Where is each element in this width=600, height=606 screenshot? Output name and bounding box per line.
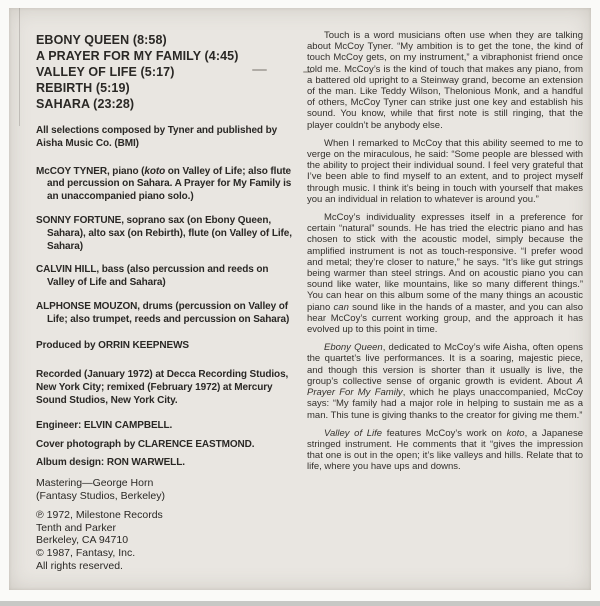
credits-column (36, 32, 294, 572)
engineer-credit: Engineer: ELVIN CAMPBELL. (36, 419, 173, 431)
track-item: A PRAYER FOR MY FAMILY (4:45) (36, 49, 239, 63)
rights-reserved-line: All rights reserved. (36, 559, 123, 572)
copyright-line: © 1987, Fantasy, Inc. (36, 546, 136, 559)
phonogram-line: ℗ 1972, Milestone Records (36, 509, 163, 522)
produced-by-line: Produced by ORRIN KEEPNEWS (36, 339, 189, 351)
personnel-entry: CALVIN HILL, bass (also percussion and reeds on Valley of Life and Sahara) (36, 264, 269, 289)
recording-note: Recorded (January 1972) at Decca Recording Studios, New York City; remixed (February 1972) at Mercury Sound Studios, New York City. (36, 369, 289, 406)
personnel-entry: McCOY TYNER, piano (koto on Valley of Life; also flute and percussion on Sahara. A Prayer for My Family is an unaccompanied piano solo.) (36, 165, 292, 203)
composer-note: All selections composed by Tyner and published by Aisha Music Co. (BMI) (36, 125, 278, 149)
track-item: SAHARA (23:28) (36, 97, 135, 111)
liner-notes-column (307, 30, 583, 480)
label-copyright-block (36, 509, 294, 572)
personnel-entry: ALPHONSE MOUZON, drums (percussion on Valley of Life; also trumpet, reeds and percussion on Sahara) (36, 300, 290, 325)
credit-lines (36, 420, 294, 470)
personnel-list (36, 166, 294, 327)
label-address-line: Tenth and Parker (36, 521, 116, 534)
track-item: EBONY QUEEN (8:58) (36, 33, 167, 47)
personnel-entry: SONNY FORTUNE, soprano sax (on Ebony Queen, Sahara), alto sax (on Rebirth), flute (on Valley of Life, Sahara) (36, 214, 292, 252)
mastering-credit (36, 477, 294, 503)
track-item: VALLEY OF LIFE (5:17) (36, 65, 175, 79)
liner-notes-paragraph: Valley of Life features McCoy’s work on koto, a Japanese stringed instrument. He comments that it “gives the impression that one is out in the open; it’s like valleys and hills. Relate that to life, where you have ups and downs. (307, 427, 584, 473)
scan-edge-line (19, 8, 20, 126)
liner-notes-paragraph: When I remarked to McCoy that this ability seemed to me to verge on the miraculous, he said: “Some people are blessed with the ability to project their individual sound. I feel very grateful that I’ve been able to find myself to an extent, and to project myself through music. I think it’s being in touch with yourself that makes you an individual in relation to whatever is around you.” (307, 137, 583, 205)
cover-photo-credit: Cover photograph by CLARENCE EASTMOND. (36, 438, 255, 450)
mastering-line: (Fantasy Studios, Berkeley) (36, 490, 165, 503)
scan-bottom-edge (0, 601, 600, 606)
mastering-line: Mastering—George Horn (36, 477, 154, 490)
track-item: REBIRTH (5:19) (36, 81, 130, 95)
label-address-line: Berkeley, CA 94710 (36, 534, 129, 547)
track-list (36, 32, 294, 112)
liner-notes-paragraph: Ebony Queen, dedicated to McCoy’s wife Aisha, often opens the quartet’s live performances. It is a soaring, majestic piece, and though this version is shorter than it usually is live, the group’s collective sense of organic growth is evident. About A Prayer For My Family, which he plays unaccompanied, McCoy says: “My family had a major role in helping to sustain me as a man. This tune is giving thanks to the creator for giving me them.” (307, 342, 583, 421)
album-design-credit: Album design: RON WARWELL. (36, 457, 185, 469)
liner-notes-paragraph: McCoy’s individuality expresses itself in a preference for certain “natural” sounds. He has tried the electric piano and has chosen to stick with the acoustic model, simply because the amplified instrument is not as touch-responsive. “I prefer wood and metal; they’re closer to nature,” he says. “It’s like gut strings being warmer than steel strings. And on acoustic piano you can sound like water, like mountains, like so many different things.” You can hear on this album some of the many things an acoustic piano can sound like in the hands of a master, and you can also hear McCoy’s current working group, and the approach it has evolved up to this point in time. (307, 212, 584, 336)
booklet-page (9, 8, 591, 590)
liner-notes-paragraph: Touch is a word musicians often use when they are talking about McCoy Tyner. “My ambition is to get the tone, the kind of touch McCoy gets, on my instrument,” a vibraphonist friend once told me. McCoy’s is the kind of touch that makes any piano, from a battered old upright to a Steinway grand, become an extension of the man. Like Teddy Wilson, Thelonious Monk, and a handful of others, McCoy Tyner can strike just one key and establish his sound. You know, while that first note is still ringing, that the player couldn’t be anybody else. (307, 30, 583, 131)
